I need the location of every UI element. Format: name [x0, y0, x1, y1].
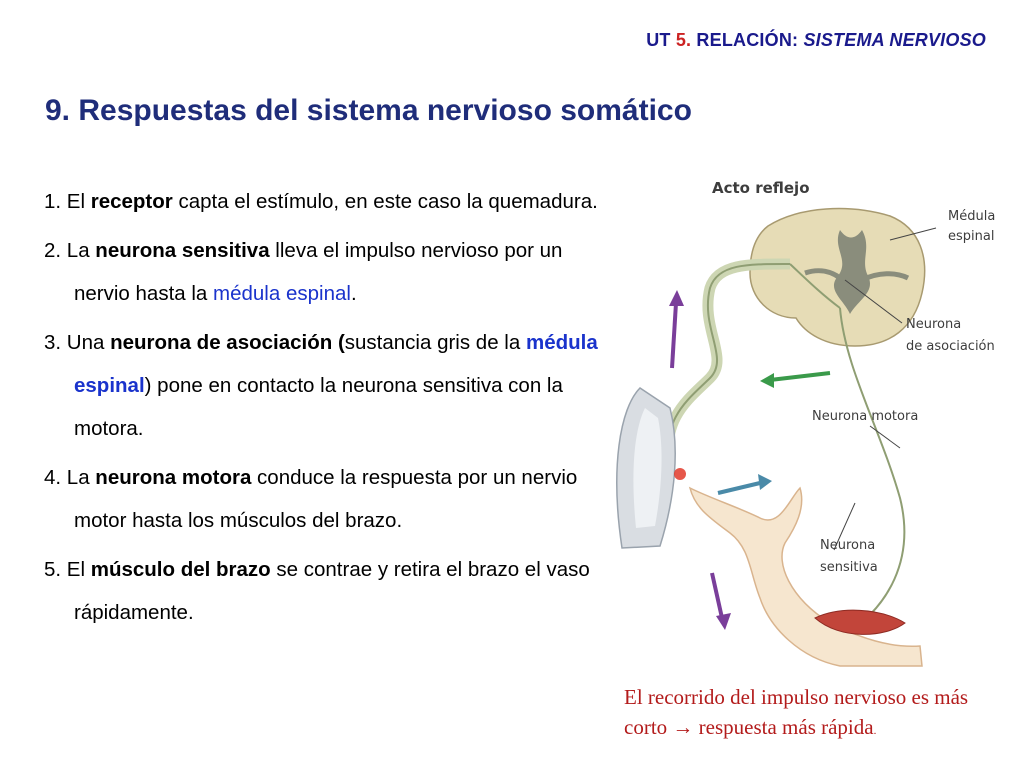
- step-4-text-c: conduce la respuesta por un nervio motor hasta los músculos del brazo.: [74, 466, 578, 532]
- figure-title: Acto reflejo: [712, 179, 810, 197]
- label-motora: Neurona motora: [812, 409, 919, 424]
- header-unit-number: 5.: [675, 30, 692, 50]
- header-middle: RELACIÓN:: [691, 30, 804, 50]
- step-5-text-c: se contrae y retira el brazo el vaso rápidamente.: [74, 558, 590, 624]
- step-3-bold: neurona de asociación (: [110, 331, 345, 354]
- iron-icon: [617, 388, 675, 548]
- label-sensitiva-2: sensitiva: [820, 560, 878, 575]
- step-4-bold: neurona motora: [95, 466, 252, 489]
- header-subject: SISTEMA NERVIOSO: [803, 30, 986, 50]
- step-5-bold: músculo del brazo: [90, 558, 271, 581]
- label-asociacion-2: de asociación: [906, 339, 995, 354]
- step-2-text-a: 2. La: [44, 239, 96, 262]
- step-2-highlight: médula espinal: [213, 282, 351, 305]
- purple-down-arrow: [712, 573, 722, 618]
- spinal-cord-section: [750, 209, 925, 346]
- step-5-text-a: 5. El: [44, 558, 91, 581]
- step-1-text-a: 1. El: [44, 190, 91, 213]
- green-direction-arrow: [770, 373, 830, 380]
- slide-header: [646, 30, 986, 51]
- caption-text: El recorrido del impulso nervioso es más corto → respuesta más rápida: [624, 685, 969, 739]
- label-medula-1: Médula: [948, 209, 996, 224]
- step-2-bold: neurona sensitiva: [95, 239, 270, 262]
- step-3-text-c: sustancia gris de la: [344, 331, 526, 354]
- purple-up-arrow: [672, 303, 676, 368]
- step-3-text-a: 3. Una: [44, 331, 111, 354]
- teal-direction-arrow: [718, 483, 760, 493]
- slide-title: 9. Respuestas del sistema nervioso somático: [45, 94, 692, 127]
- arm-icon: [690, 488, 922, 666]
- step-1-text-c: capta el estímulo, en este caso la quemadura.: [172, 190, 598, 213]
- steps-list: [44, 180, 614, 640]
- burn-spot-icon: [674, 468, 686, 480]
- step-5: [44, 548, 614, 634]
- header-prefix: UT: [646, 30, 676, 50]
- step-3: [44, 321, 614, 450]
- motor-neuron-path: [840, 308, 904, 638]
- step-3-text-e: ) pone en contacto la neurona sensitiva con la motora.: [74, 374, 563, 440]
- label-medula-2: espinal: [948, 229, 995, 244]
- step-3-highlight: médula espinal: [74, 331, 598, 397]
- label-sensitiva-1: Neurona: [820, 538, 876, 553]
- reflex-arc-illustration: [600, 168, 1024, 668]
- label-asociacion-1: Neurona: [906, 317, 962, 332]
- step-2-text-c: lleva el impulso nervioso por un nervio hasta la: [74, 239, 563, 305]
- step-4: [44, 456, 614, 542]
- step-1-bold: receptor: [90, 190, 173, 213]
- step-2-text-e: .: [350, 282, 357, 305]
- figure-caption: [624, 682, 1014, 746]
- step-1: [44, 180, 614, 223]
- caption-dot: .: [873, 725, 877, 737]
- step-4-text-a: 4. La: [44, 466, 96, 489]
- step-2: [44, 229, 614, 315]
